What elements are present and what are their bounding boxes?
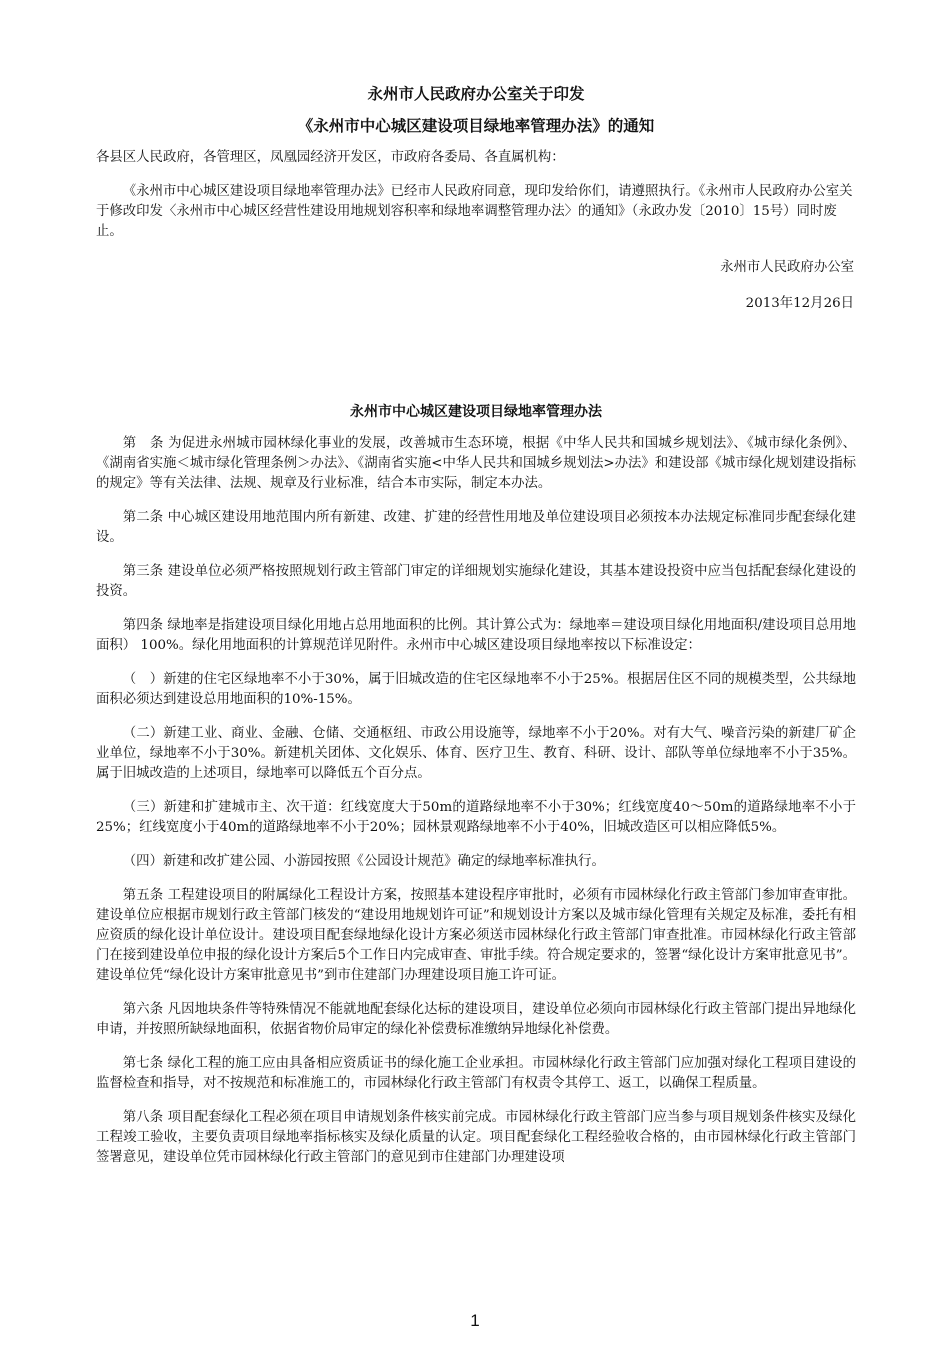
article-4-item-4: （四）新建和改扩建公园、小游园按照《公园设计规范》确定的绿地率标准执行。 bbox=[122, 854, 605, 869]
notice-signature: 永州市人民政府办公室 bbox=[720, 260, 854, 275]
article-2: 第二条 中心城区建设用地范围内所有新建、改建、扩建的经营性用地及单位建设项目必须按本办法规定标准同步配套绿化建设。 bbox=[96, 510, 856, 545]
article-4-item-1: （ ）新建的住宅区绿地率不小于30%，属于旧城改造的住宅区绿地率不小于25%。根据居住区不同的规模类型，公共绿地面积必须达到建设总用地面积的10%-15%。 bbox=[96, 672, 856, 707]
notice-body: 《永州市中心城区建设项目绿地率管理办法》已经市人民政府同意，现印发给你们，请遵照执行。《永州市人民政府办公室关于修改印发〈永州市中心城区经营性建设用地规划容积率和绿地率调整管理办法〉的通知》（永政办发〔2010〕15号）同时废止。 bbox=[96, 184, 853, 239]
measures-title: 永州市中心城区建设项目绿地率管理办法 bbox=[350, 404, 602, 420]
article-4: 第四条 绿地率是指建设项目绿化用地占总用地面积的比例。其计算公式为：绿地率＝建设项目绿化用地面积/建设项目总用地面积） 100%。绿化用地面积的计算规范详见附件。永州市中心城区建设项目绿地率按以下标准设定： bbox=[96, 618, 856, 653]
article-1: 第 条 为促进永州城市园林绿化事业的发展，改善城市生态环境，根据《中华人民共和国城乡规划法》、《城市绿化条例》、《湖南省实施＜城市绿化管理条例＞办法》、《湖南省实施<中华人民共和国城乡规划法>办法》和建设部《城市绿化规划建设指标的规定》等有关法律、法规、规章及行业标准，结合本市实际，制定本办法。 bbox=[96, 436, 856, 491]
notice-date: 2013年12月26日 bbox=[745, 296, 854, 311]
notice-title-line1: 永州市人民政府办公室关于印发 bbox=[367, 84, 585, 103]
notice-title-line2: 《永州市中心城区建设项目绿地率管理办法》的通知 bbox=[297, 116, 655, 135]
article-6: 第六条 凡因地块条件等特殊情况不能就地配套绿化达标的建设项目，建设单位必须向市园林绿化行政主管部门提出异地绿化申请，并按照所缺绿地面积，依据省物价局审定的绿化补偿费标准缴纳异地绿化补偿费。 bbox=[96, 1002, 856, 1037]
page-number: 1 bbox=[470, 1311, 480, 1330]
article-7: 第七条 绿化工程的施工应由具备相应资质证书的绿化施工企业承担。市园林绿化行政主管部门应加强对绿化工程项目建设的监督检查和指导，对不按规范和标准施工的，市园林绿化行政主管部门有权责令其停工、返工，以确保工程质量。 bbox=[96, 1056, 856, 1091]
notice-section bbox=[96, 84, 856, 314]
article-4-item-2: （二）新建工业、商业、金融、仓储、交通枢纽、市政公用设施等，绿地率不小于20%。对有大气、噪音污染的新建厂矿企业单位，绿地率不小于30%。新建机关团体、文化娱乐、体育、医疗卫生、教育、科研、设计、部队等单位绿地率不小于35%。属于旧城改造的上述项目，绿地率可以降低五个百分点。 bbox=[96, 726, 856, 781]
article-3: 第三条 建设单位必须严格按照规划行政主管部门审定的详细规划实施绿化建设，其基本建设投资中应当包括配套绿化建设的投资。 bbox=[96, 564, 856, 599]
article-5: 第五条 工程建设项目的附属绿化工程设计方案，按照基本建设程序审批时，必须有市园林绿化行政主管部门参加审查审批。建设单位应根据市规划行政主管部门核发的“建设用地规划许可证”和规划设计方案以及城市绿化管理有关规定及标准，委托有相应资质的绿化设计单位设计。建设项目配套绿地绿化设计方案必须送市园林绿化行政主管部门审查批准。市园林绿化行政主管部门在接到建设单位申报的绿化设计方案后5个工作日内完成审查、审批手续。符合规定要求的，签署“绿化设计方案审批意见书”。建设单位凭“绿化设计方案审批意见书”到市住建部门办理建设项目施工许可证。 bbox=[96, 888, 856, 983]
article-4-item-3: （三）新建和扩建城市主、次干道：红线宽度大于50m的道路绿地率不小于30%；红线宽度40～50m的道路绿地率不小于25%；红线宽度小于40m的道路绿地率不小于20%；园林景观路绿地率不小于40%，旧城改造区可以相应降低5%。 bbox=[96, 800, 856, 835]
notice-addressee: 各县区人民政府，各管理区，凤凰园经济开发区，市政府各委局、各直属机构： bbox=[96, 150, 565, 165]
measures-body bbox=[96, 434, 856, 1168]
article-8: 第八条 项目配套绿化工程必须在项目申请规划条件核实前完成。市园林绿化行政主管部门应当参与项目规划条件核实及绿化工程竣工验收，主要负责项目绿地率指标核实及绿化质量的认定。项目配套绿化工程经验收合格的，由市园林绿化行政主管部门签署意见，建设单位凭市园林绿化行政主管部门的意见到市住建部门办理建设项 bbox=[96, 1110, 856, 1165]
